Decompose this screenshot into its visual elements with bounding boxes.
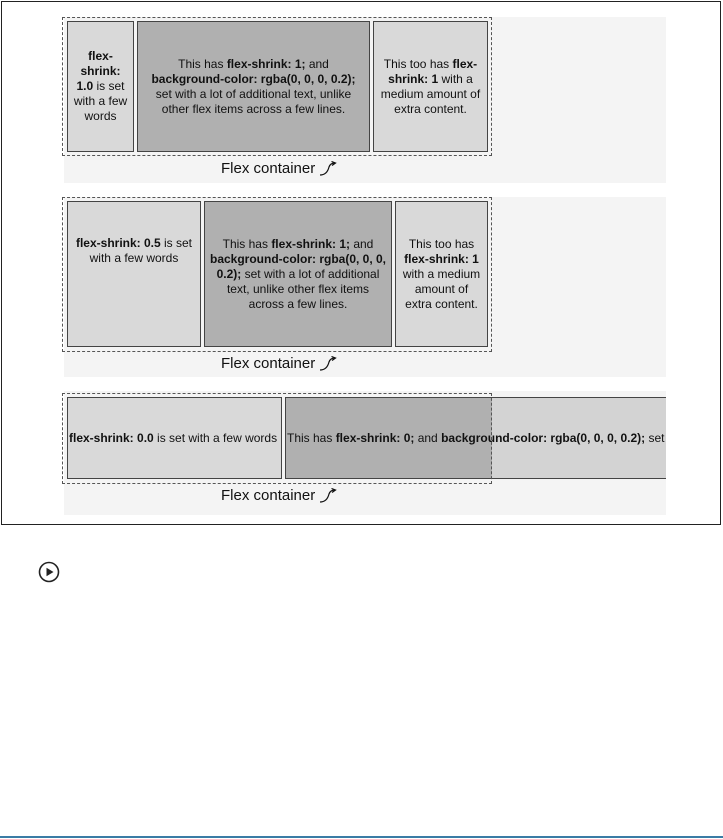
play-icon[interactable] [38,561,60,583]
row2-caption [221,355,337,372]
row3-flex-container [62,393,492,484]
curved-arrow-icon [319,488,337,504]
play-button[interactable] [38,561,60,583]
bottom-divider [0,836,723,838]
row1-caption [221,160,337,177]
row1-item-3: This too has flex-shrink: 1 with a medium amount of extra content. [373,21,488,152]
row3-caption [221,487,337,504]
row2-caption-text: Flex container [221,355,316,372]
row1-item-2: This has flex-shrink: 1; and background-color: rgba(0, 0, 0, 0.2); set with a lot of additional text, unlike other flex items across a few lines. [137,21,370,152]
row3-item-1: flex-shrink: 0.0 is set with a few words [67,397,282,479]
row1-caption-text: Flex container [221,160,316,177]
row3-item-2: This has flex-shrink: 0; and background-color: rgba(0, 0, 0, 0.2); set [285,397,666,479]
row2-item-1: flex-shrink: 0.5 is set with a few words [67,201,201,347]
curved-arrow-icon [319,161,337,177]
row1-item-1: flex- shrink: 1.0 is set with a few words [67,21,134,152]
row2-item-3: This too has flex-shrink: 1 with a medium amount of extra content. [395,201,488,347]
row2-item-2: This has flex-shrink: 1; and background-color: rgba(0, 0, 0, 0.2); set with a lot of additional text, unlike other flex items across a few lines. [204,201,392,347]
row3-caption-text: Flex container [221,487,316,504]
curved-arrow-icon [319,356,337,372]
